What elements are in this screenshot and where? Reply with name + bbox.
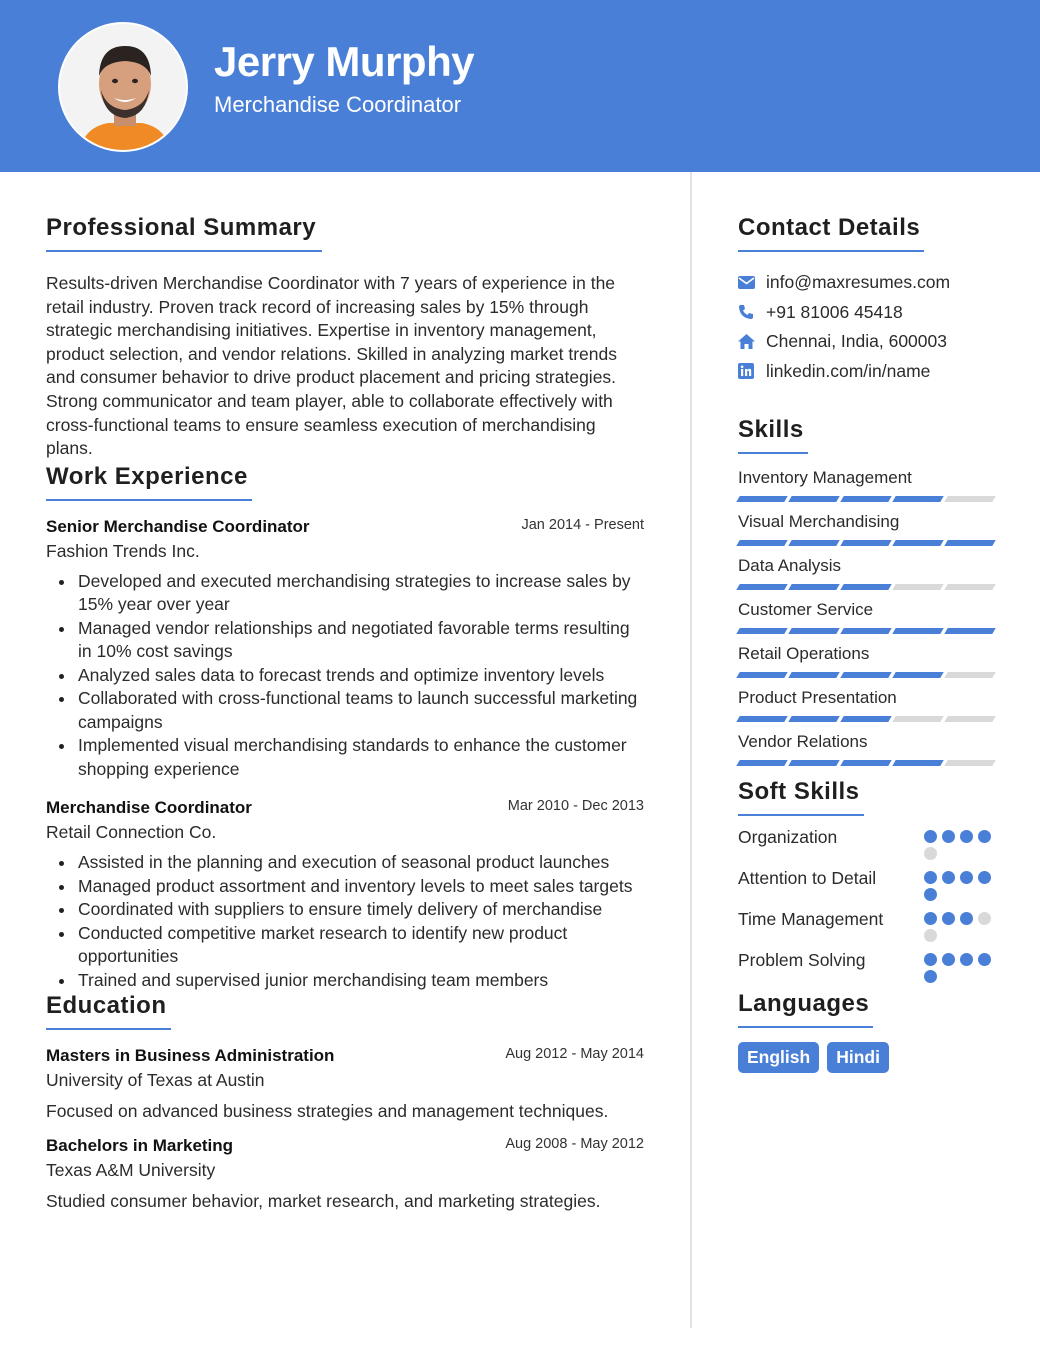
contact-address: [738, 327, 998, 357]
skill-rating-bar: [738, 672, 994, 678]
skill-item: [738, 600, 998, 634]
skill-item: [738, 468, 998, 502]
skill-rating-bar: [738, 584, 994, 590]
skill-rating-bar: [738, 540, 994, 546]
rating-dot: [924, 929, 937, 942]
skill-rating-segment: [892, 540, 943, 546]
skill-rating-segment: [892, 716, 943, 722]
skill-rating-segment: [840, 628, 891, 634]
left-column: [46, 214, 646, 1212]
skill-rating-segment: [840, 584, 891, 590]
education-entry: [46, 1046, 646, 1122]
job-entry: [46, 517, 646, 782]
skills-heading: Skills: [738, 416, 808, 454]
language-badge: Hindi: [827, 1042, 889, 1073]
bullet-item: Assisted in the planning and execution of seasonal product launches: [46, 851, 646, 875]
skill-rating-segment: [788, 584, 839, 590]
job-company: Fashion Trends Inc.: [46, 540, 200, 561]
rating-dot: [960, 871, 973, 884]
job-company: Retail Connection Co.: [46, 822, 217, 843]
rating-dot: [942, 953, 955, 966]
skill-rating-segment: [736, 716, 787, 722]
skill-rating-segment: [840, 716, 891, 722]
skill-rating-segment: [840, 672, 891, 678]
education-degree: Masters in Business Administration: [46, 1046, 335, 1066]
bullet-item: Managed product assortment and inventory levels to meet sales targets: [46, 875, 646, 899]
skill-name: Product Presentation: [738, 688, 897, 707]
soft-skill-name: Problem Solving: [738, 950, 866, 970]
rating-dot: [960, 830, 973, 843]
skill-item: [738, 732, 998, 766]
rating-dot: [924, 847, 937, 860]
education-heading: Education: [46, 992, 171, 1030]
soft-skill-name: Time Management: [738, 909, 884, 929]
skill-rating-segment: [736, 760, 787, 766]
bullet-item: Coordinated with suppliers to ensure timely delivery of merchandise: [46, 898, 646, 922]
rating-dot: [942, 830, 955, 843]
column-divider: [690, 172, 692, 1328]
skill-item: [738, 644, 998, 678]
candidate-role: Merchandise Coordinator: [214, 92, 462, 117]
skill-rating-segment: [944, 540, 995, 546]
skill-rating-segment: [944, 672, 995, 678]
bullet-item: Managed vendor relationships and negotiated favorable terms resulting in 10% cost savings: [46, 617, 646, 664]
right-column: [738, 214, 998, 1073]
languages-heading: Languages: [738, 990, 873, 1028]
skills-list: [738, 468, 998, 766]
experience-heading: Work Experience: [46, 463, 252, 501]
soft-skills-heading: Soft Skills: [738, 778, 864, 816]
home-icon: [738, 334, 766, 349]
skill-rating-bar: [738, 760, 994, 766]
education-description: Studied consumer behavior, market research, and marketing strategies.: [46, 1191, 601, 1212]
bullet-item: Trained and supervised junior merchandising team members: [46, 969, 646, 993]
linkedin-icon: [738, 363, 766, 379]
skill-rating-segment: [892, 496, 943, 502]
skill-rating-segment: [840, 540, 891, 546]
skill-item: [738, 688, 998, 722]
rating-dot: [924, 888, 937, 901]
header-banner: [0, 0, 1040, 172]
skill-rating-segment: [944, 496, 995, 502]
skill-item: [738, 556, 998, 590]
soft-skill-item: [738, 826, 998, 860]
skill-rating-segment: [892, 672, 943, 678]
phone-icon: [738, 304, 766, 320]
education-date: Aug 2012 - May 2014: [505, 1046, 644, 1063]
skill-rating-segment: [892, 628, 943, 634]
skill-rating-bar: [738, 496, 994, 502]
skill-rating-segment: [736, 496, 787, 502]
job-date: Mar 2010 - Dec 2013: [507, 798, 644, 815]
skill-rating-segment: [944, 760, 995, 766]
skill-rating-segment: [788, 540, 839, 546]
rating-dot: [978, 830, 991, 843]
job-title: Senior Merchandise Coordinator: [46, 516, 310, 536]
education-school: Texas A&M University: [46, 1160, 216, 1181]
education-description: Focused on advanced business strategies and management techniques.: [46, 1101, 609, 1122]
job-bullets: [46, 851, 646, 992]
skill-rating-segment: [736, 540, 787, 546]
job-bullets: [46, 570, 646, 782]
soft-skill-item: [738, 908, 998, 942]
contact-heading: Contact Details: [738, 214, 924, 252]
skill-name: Vendor Relations: [738, 732, 868, 751]
skill-rating-segment: [892, 760, 943, 766]
education-school: University of Texas at Austin: [46, 1070, 265, 1091]
education-degree: Bachelors in Marketing: [46, 1136, 234, 1156]
soft-skill-item: [738, 867, 998, 901]
rating-dot: [960, 953, 973, 966]
skill-rating-segment: [736, 672, 787, 678]
envelope-icon: [738, 276, 766, 289]
skill-rating-segment: [788, 628, 839, 634]
soft-skill-rating: [924, 826, 998, 860]
rating-dot: [978, 953, 991, 966]
skill-rating-segment: [788, 672, 839, 678]
skill-rating-segment: [736, 628, 787, 634]
skill-rating-segment: [944, 628, 995, 634]
skill-name: Data Analysis: [738, 556, 841, 575]
summary-heading: Professional Summary: [46, 214, 322, 252]
rating-dot: [924, 970, 937, 983]
skill-rating-segment: [736, 584, 787, 590]
education-date: Aug 2008 - May 2012: [505, 1136, 644, 1153]
skill-rating-segment: [892, 584, 943, 590]
job-date: Jan 2014 - Present: [521, 516, 644, 533]
contact-phone[interactable]: [738, 298, 998, 328]
skill-rating-segment: [840, 496, 891, 502]
skill-rating-segment: [788, 716, 839, 722]
rating-dot: [924, 871, 937, 884]
bullet-item: Implemented visual merchandising standards to enhance the customer shopping experience: [46, 734, 646, 781]
rating-dot: [924, 953, 937, 966]
contact-email-text: info@maxresumes.com: [766, 272, 951, 293]
rating-dot: [942, 871, 955, 884]
soft-skill-rating: [924, 949, 998, 983]
skill-rating-segment: [944, 716, 995, 722]
education-entry: [46, 1136, 646, 1212]
skill-name: Customer Service: [738, 600, 874, 619]
rating-dot: [978, 871, 991, 884]
skill-name: Visual Merchandising: [738, 512, 900, 531]
soft-skill-name: Attention to Detail: [738, 868, 877, 888]
candidate-name: Jerry Murphy: [214, 38, 475, 85]
skill-rating-bar: [738, 628, 994, 634]
skill-rating-segment: [840, 760, 891, 766]
contact-address-text: Chennai, India, 600003: [766, 331, 947, 352]
skill-name: Retail Operations: [738, 644, 870, 663]
contact-list: [738, 268, 998, 386]
skill-item: [738, 512, 998, 546]
bullet-item: Collaborated with cross-functional teams to launch successful marketing campaigns: [46, 687, 646, 734]
rating-dot: [942, 912, 955, 925]
contact-email[interactable]: [738, 268, 998, 298]
profile-photo: [58, 22, 188, 152]
skill-rating-bar: [738, 716, 994, 722]
skill-rating-segment: [788, 760, 839, 766]
rating-dot: [960, 912, 973, 925]
contact-phone-text: +91 81006 45418: [766, 301, 903, 322]
job-title: Merchandise Coordinator: [46, 798, 252, 818]
soft-skills-list: [738, 826, 998, 983]
profile-photo-illustration: [60, 24, 188, 152]
contact-linkedin-text: linkedin.com/in/name: [766, 360, 931, 381]
summary-text: Results-driven Merchandise Coordinator with 7 years of experience in the retail industry. Proven track record of increasing sales by 15% through strategic merchandising initiatives. Expertise in inventory management, product selection, and vendor relations. Skilled in analyzing market trends and consumer behavior to drive product placement and pricing strategies. Strong communicator and team player, able to collaborate effectively with cross-functional teams to ensure seamless execution of merchandising plans.: [46, 273, 618, 459]
rating-dot: [924, 912, 937, 925]
soft-skill-item: [738, 949, 998, 983]
contact-linkedin[interactable]: [738, 357, 998, 387]
soft-skill-rating: [924, 908, 998, 942]
skill-rating-segment: [788, 496, 839, 502]
skill-rating-segment: [944, 584, 995, 590]
bullet-item: Developed and executed merchandising strategies to increase sales by 15% year over year: [46, 570, 646, 617]
bullet-item: Analyzed sales data to forecast trends and optimize inventory levels: [46, 664, 646, 688]
job-entry: [46, 798, 646, 992]
language-badge: English: [738, 1042, 819, 1073]
bullet-item: Conducted competitive market research to identify new product opportunities: [46, 922, 646, 969]
soft-skill-name: Organization: [738, 827, 838, 847]
soft-skill-rating: [924, 867, 998, 901]
skill-name: Inventory Management: [738, 468, 912, 487]
languages-list: [738, 1042, 998, 1073]
rating-dot: [924, 830, 937, 843]
rating-dot: [978, 912, 991, 925]
